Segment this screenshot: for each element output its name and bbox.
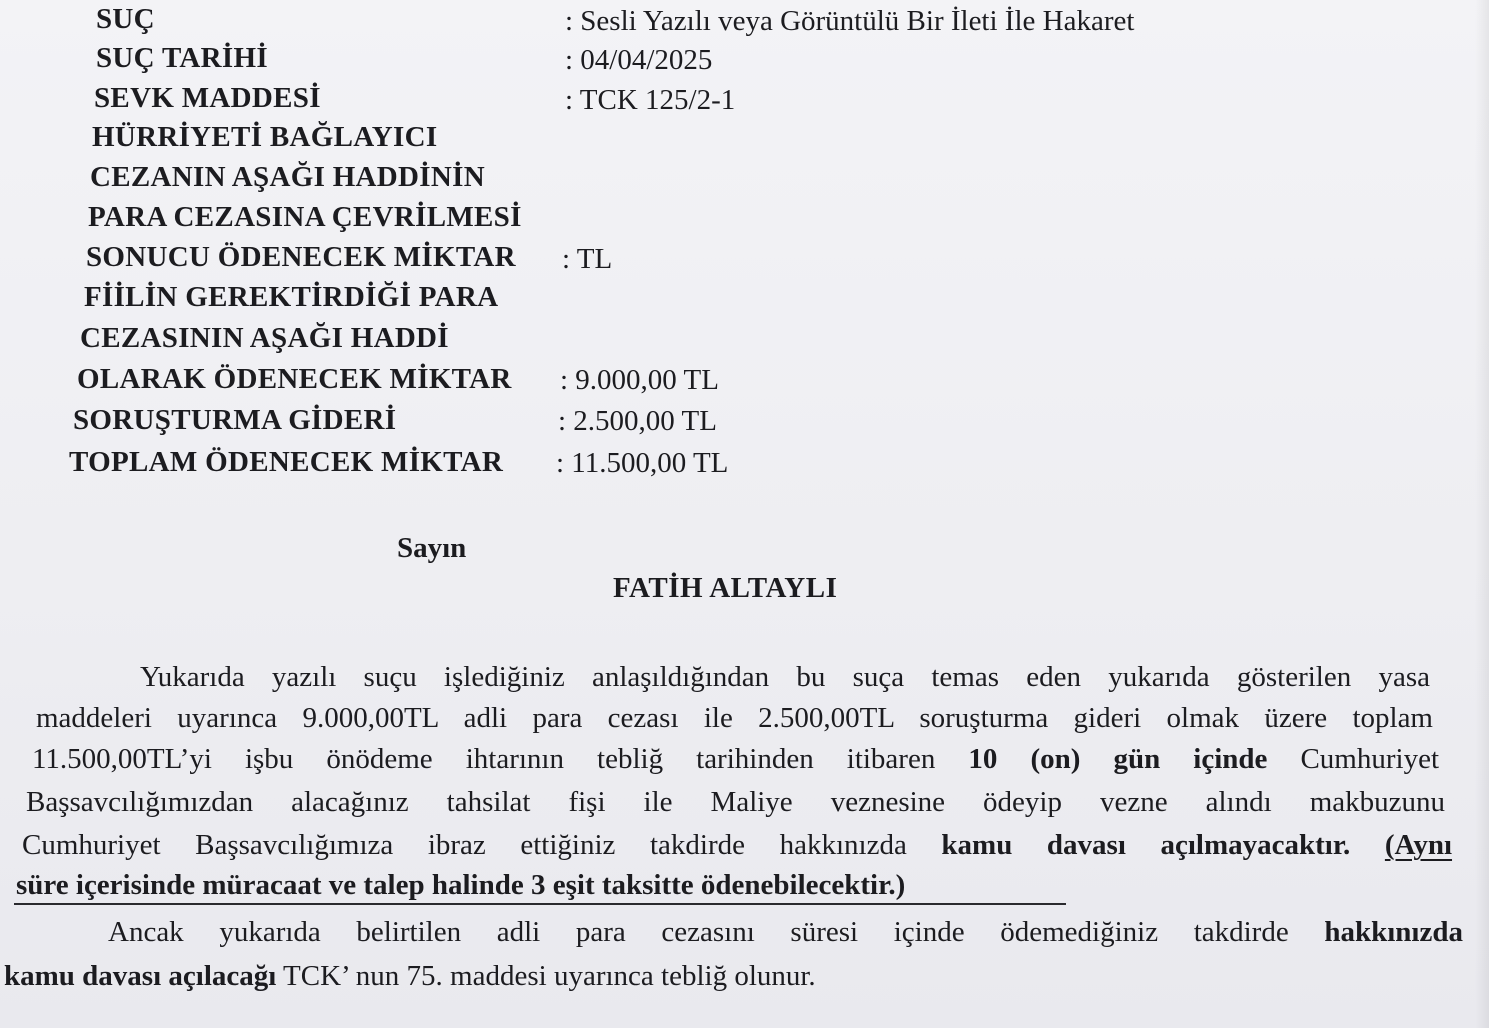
field-row xyxy=(84,280,498,314)
field-row xyxy=(94,81,321,115)
field-row xyxy=(565,43,712,77)
paragraph-text: Yukarıda yazılı suçu işlediğiniz anlaşıldığından bu suça temas eden yukarıda gösterilen yasa xyxy=(140,661,1430,693)
field-row xyxy=(96,2,155,36)
field-label: CEZANIN AŞAĞI HADDİNİN xyxy=(90,161,485,193)
field-row xyxy=(565,4,1134,38)
paragraph-text: Cumhuriyet Başsavcılığımıza ibraz ettiğiniz takdirde hakkınızda xyxy=(22,829,907,861)
field-label: CEZASININ AŞAĞI HADDİ xyxy=(80,322,449,354)
field-value: : 04/04/2025 xyxy=(565,44,713,76)
paragraph-text: Cumhuriyet xyxy=(1300,743,1439,775)
paragraph-line xyxy=(36,697,1433,739)
paragraph-line xyxy=(26,781,1445,823)
field-row xyxy=(565,83,735,117)
deadline-emphasis: 10 (on) gün içinde xyxy=(968,743,1268,775)
field-value: : TL xyxy=(562,243,613,275)
lawsuit-emphasis: hakkınızda xyxy=(1324,916,1463,948)
underline-rule xyxy=(14,903,1066,905)
paragraph-line xyxy=(22,824,1452,866)
field-label: SUÇ xyxy=(96,3,155,35)
salutation: Sayın xyxy=(397,532,467,564)
field-row xyxy=(562,242,612,276)
field-label: PARA CEZASINA ÇEVRİLMESİ xyxy=(88,201,522,233)
field-row xyxy=(80,321,449,355)
paragraph-text: 11.500,00TL’yi işbu önödeme ihtarının tebliğ tarihinden itibaren xyxy=(32,743,936,775)
field-value: : Sesli Yazılı veya Görüntülü Bir İleti İle Hakaret xyxy=(565,5,1135,37)
field-row xyxy=(556,446,728,480)
field-row xyxy=(558,404,717,438)
paragraph-line xyxy=(108,911,1463,953)
field-label: SUÇ TARİHİ xyxy=(96,42,268,74)
field-row xyxy=(73,403,396,437)
field-label: TOPLAM ÖDENECEK MİKTAR xyxy=(69,446,504,478)
field-row xyxy=(86,240,516,274)
no-lawsuit-emphasis: kamu davası açılmayacaktır. xyxy=(941,829,1351,861)
paragraph-line xyxy=(16,864,1076,906)
field-value: : 2.500,00 TL xyxy=(558,405,717,437)
paragraph-line xyxy=(32,738,1439,780)
paragraph-text: Başsavcılığımızdan alacağınız tahsilat fişi ile Maliye veznesine ödeyip vezne alındı makbuzunu xyxy=(26,786,1445,818)
field-value: : TCK 125/2-1 xyxy=(565,84,736,116)
field-row xyxy=(560,363,719,397)
installment-note: süre içerisinde müracaat ve talep halinde 3 eşit taksitte ödenebilecektir.) xyxy=(16,869,906,901)
paragraph-text: Ancak yukarıda belirtilen adli para cezasını süresi içinde ödemediğiniz takdirde xyxy=(108,916,1289,948)
field-row xyxy=(96,41,268,75)
field-label: OLARAK ÖDENECEK MİKTAR xyxy=(77,363,512,395)
field-row xyxy=(92,120,437,154)
field-value: : 11.500,00 TL xyxy=(556,447,729,479)
paragraph-text: maddeleri uyarınca 9.000,00TL adli para cezası ile 2.500,00TL soruşturma gideri olmak üzere toplam xyxy=(36,702,1433,734)
paper-edge-shadow xyxy=(1475,0,1489,1028)
field-row xyxy=(88,200,522,234)
installment-note-start: (Aynı xyxy=(1384,829,1453,861)
field-row xyxy=(69,445,503,479)
field-label: SEVK MADDESİ xyxy=(94,82,321,114)
field-value: : 9.000,00 TL xyxy=(560,364,719,396)
field-row xyxy=(77,362,512,396)
field-label: HÜRRİYETİ BAĞLAYICI xyxy=(92,121,438,153)
paragraph-line xyxy=(4,955,1004,997)
field-label: FİİLİN GEREKTİRDİĞİ PARA xyxy=(84,281,499,313)
recipient-name: FATİH ALTAYLI xyxy=(613,572,838,604)
lawsuit-emphasis: kamu davası açılacağı xyxy=(4,960,277,992)
field-row xyxy=(90,160,485,194)
field-label: SONUCU ÖDENECEK MİKTAR xyxy=(86,241,516,273)
paragraph-line xyxy=(140,656,1430,698)
field-label: SORUŞTURMA GİDERİ xyxy=(73,404,397,436)
paragraph-text: TCK’ nun 75. maddesi uyarınca tebliğ olunur. xyxy=(283,960,816,992)
